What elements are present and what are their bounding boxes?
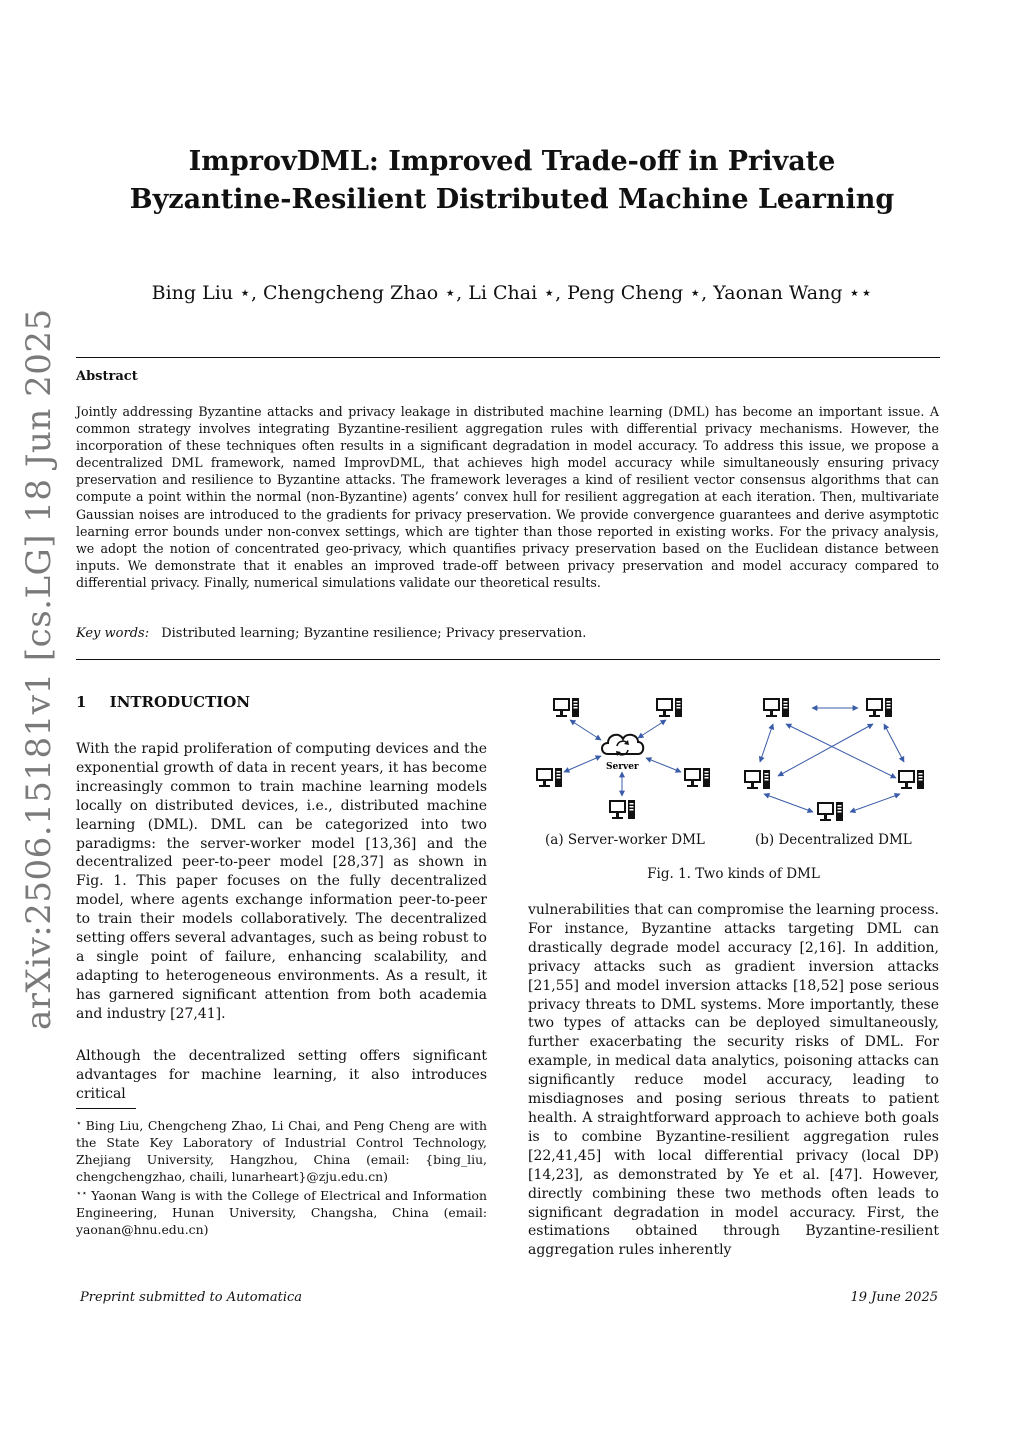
server-label: Server bbox=[606, 762, 639, 772]
agent-5-computer-icon bbox=[817, 802, 843, 821]
footer-preprint-note: Preprint submitted to Automatica bbox=[80, 1290, 303, 1305]
agent-1-computer-icon bbox=[763, 698, 789, 717]
section-number: 1 bbox=[76, 693, 87, 711]
arxiv-identifier: arXiv:2506.15181v1 [cs.LG] 18 Jun 2025 bbox=[19, 308, 59, 1030]
link-server-worker-3 bbox=[564, 756, 601, 772]
intro-paragraph-2: Although the decentralized setting offers significant advantages for machine learning, it also introduces critical bbox=[76, 1048, 487, 1102]
footnote-rule bbox=[76, 1108, 136, 1109]
link-agent-3-5 bbox=[764, 794, 813, 812]
right-column-paragraph: vulnerabilities that can compromise the learning process. For instance, Byzantine attacks targeting DML can drastically degrade model accuracy [2,16]. In addition, privacy attacks such as gradient inversion attacks [21,55] and model inversion attacks [18,52] pose serious privacy threats to DML systems. More importantly, these two types of attacks can be deployed simultaneously, further exacerbating the security risks of DML. For example, in medical data analytics, poisoning attacks can significantly reduce model accuracy, leading to misdiagnoses and posing serious threats to patient health. A straightforward approach to achieve both goals is to combine Byzantine-resilient aggregation rules [22,41,45] with local differential privacy (local DP) [14,23], as demonstrated by Ye et al. [47]. However, directly combining these two methods often leads to significant degradation in model accuracy. First, the estimations obtained through Byzantine-resilient aggregation rules inherently bbox=[528, 902, 939, 1259]
worker-4-computer-icon bbox=[684, 768, 710, 787]
keywords-text: Distributed learning; Byzantine resilience; Privacy preservation. bbox=[161, 626, 587, 641]
worker-1-computer-icon bbox=[553, 698, 579, 717]
abstract-bottom-rule bbox=[76, 659, 940, 660]
abstract-body: Jointly addressing Byzantine attacks and privacy leakage in distributed machine learning (DML) has become an important issue. A common strategy involves integrating Byzantine-resilient aggregation rules with differential privacy mechanisms. However, the incorporation of these techniques often results in a significant degradation in model accuracy. To address this issue, we propose a decentralized DML framework, named ImprovDML, that achieves high model accuracy while simultaneously ensuring privacy preservation and resilience to Byzantine attacks. The framework leverages a kind of resilient vector consensus algorithms that can compute a point within the normal (non-Byzantine) agents’ convex hull for resilient aggregation at each iteration. Then, multivariate Gaussian noises are introduced to the gradients for privacy preservation. We provide convergence guarantees and derive asymptotic learning error bounds under non-convex settings, which are tighter than those reported in existing works. For the privacy analysis, we adopt the notion of concentrated geo-privacy, which quantifies privacy preservation based on the Euclidean distance between inputs. We demonstrate that it enables an improved trade-off between privacy preservation and model accuracy compared to differential privacy. Finally, numerical simulations validate our theoretical results. bbox=[76, 404, 939, 590]
section-heading bbox=[76, 693, 250, 711]
keywords bbox=[76, 626, 586, 641]
top-rule bbox=[76, 357, 940, 358]
figure-1-caption: Fig. 1. Two kinds of DML bbox=[647, 866, 820, 882]
paper-title bbox=[0, 143, 1024, 219]
agent-3-computer-icon bbox=[744, 770, 770, 789]
worker-2-computer-icon bbox=[656, 698, 682, 717]
agent-4-computer-icon bbox=[898, 770, 924, 789]
footnote-1-mark: ⋆ bbox=[76, 1119, 82, 1129]
decentralized-panel bbox=[744, 698, 924, 821]
footnote-2-text: Yaonan Wang is with the College of Electrical and Information Engineering, Hunan University, Changsha, China (email: yaonan@hnu.edu.cn) bbox=[76, 1188, 487, 1238]
section-title: INTRODUCTION bbox=[109, 693, 251, 711]
footnote-1 bbox=[76, 1116, 487, 1185]
worker-3-computer-icon bbox=[536, 768, 562, 787]
link-agent-2-4 bbox=[884, 724, 904, 762]
server-worker-panel bbox=[536, 698, 710, 819]
author-list: Bing Liu ⋆, Chengcheng Zhao ⋆, Li Chai ⋆, Peng Cheng ⋆, Yaonan Wang ⋆⋆ bbox=[151, 282, 873, 304]
link-server-worker-4 bbox=[646, 758, 681, 772]
figure-1-diagram bbox=[528, 688, 939, 828]
title-line-2: Byzantine-Resilient Distributed Machine Learning bbox=[129, 184, 895, 215]
link-server-worker-1 bbox=[570, 720, 601, 740]
link-server-worker-2 bbox=[638, 720, 666, 738]
agent-2-computer-icon bbox=[866, 698, 892, 717]
footnote-2-mark: ⋆⋆ bbox=[76, 1189, 88, 1199]
footer-date: 19 June 2025 bbox=[850, 1290, 938, 1305]
subcaption-b: (b) Decentralized DML bbox=[755, 832, 912, 848]
worker-5-computer-icon bbox=[609, 800, 635, 819]
subcaption-a: (a) Server-worker DML bbox=[545, 832, 705, 848]
cloud-server-icon bbox=[602, 735, 643, 756]
link-agent-1-4 bbox=[786, 724, 896, 778]
intro-paragraph-1: With the rapid proliferation of computing devices and the exponential growth of data in recent years, it has become increasingly common to train machine learning models locally on distributed devices, i.e., distributed machine learning (DML). DML can be categorized into two paradigms: the server-worker model [13,36] and the decentralized peer-to-peer model [28,37] as shown in Fig. 1. This paper focuses on the fully decentralized model, where agents exchange information peer-to-peer to train their models collaboratively. The decentralized setting offers several advantages, such as being robust to a single point of failure, enhancing scalability, and adapting to heterogeneous environments. As a result, it has garnered significant attention from both academia and industry [27,41]. bbox=[76, 741, 487, 1022]
link-agent-4-5 bbox=[850, 794, 900, 812]
title-line-1: ImprovDML: Improved Trade-off in Private bbox=[188, 146, 836, 177]
keywords-label: Key words: bbox=[76, 626, 150, 641]
footnote-2 bbox=[76, 1186, 487, 1238]
link-agent-1-3 bbox=[760, 724, 773, 762]
footnote-1-text: Bing Liu, Chengcheng Zhao, Li Chai, and Peng Cheng are with the State Key Laboratory of Industrial Control Technology, Zhejiang University, Hangzhou, China (email: {bing_liu, chengchengzhao, chaili, lunarheart}@zju.edu.cn) bbox=[76, 1118, 487, 1185]
link-agent-2-3 bbox=[778, 724, 873, 776]
abstract-heading: Abstract bbox=[76, 369, 138, 384]
